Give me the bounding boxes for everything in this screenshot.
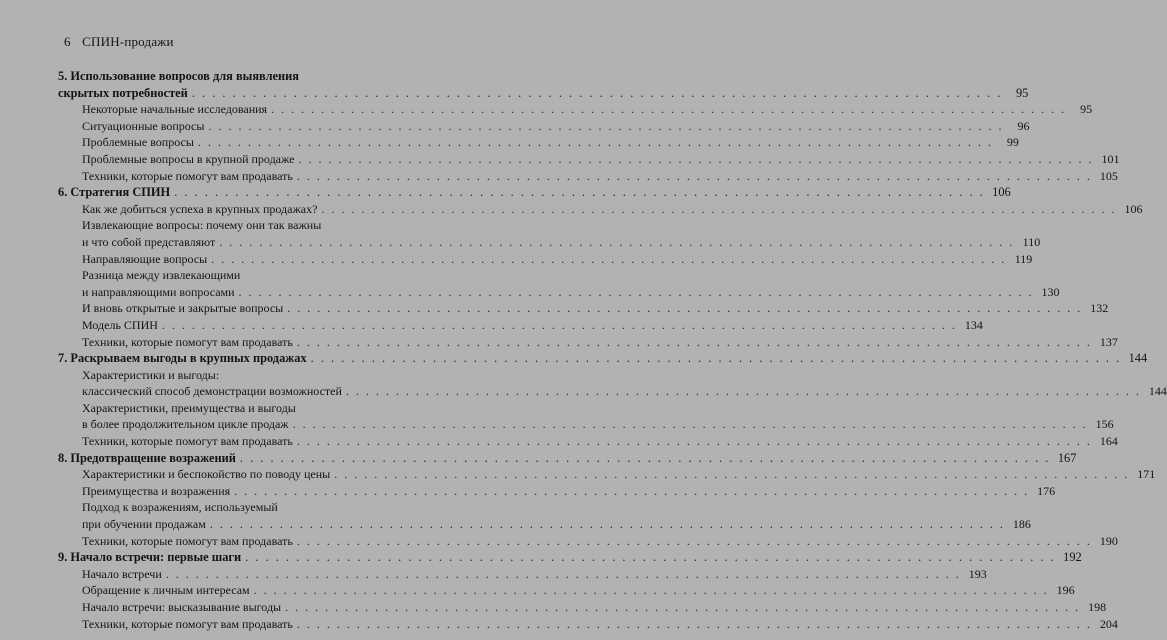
toc-chapter bbox=[58, 450, 1077, 465]
toc-entry-row bbox=[58, 467, 1156, 482]
toc-entry-row bbox=[58, 566, 987, 581]
toc-section bbox=[58, 500, 1031, 532]
toc-section bbox=[58, 467, 1156, 482]
dot-leader: . . . . . . . . . . . . . . . . . . . . . . . . . . . . . . . . . . . . . . . . . . . . . . . . . . . . . . . . . . . . . . . . . . . . . . . . . . . . . . . . bbox=[191, 85, 1003, 100]
dot-leader: . . . . . . . . . . . . . . . . . . . . . . . . . . . . . . . . . . . . . . . . . . . . . . . . . . . . . . . . . . . . . . . . . . . . . . . . . . . . . . . . bbox=[197, 135, 993, 150]
toc-page-number: 156 bbox=[1095, 417, 1114, 432]
toc-page-number: 164 bbox=[1099, 434, 1118, 449]
toc-page-number: 95 bbox=[1080, 102, 1093, 117]
toc-title: Техники, которые помогут вам продавать bbox=[82, 616, 293, 631]
running-title: СПИН-продажи bbox=[82, 34, 174, 49]
dot-leader: . . . . . . . . . . . . . . . . . . . . . . . . . . . . . . . . . . . . . . . . . . . . . . . . . . . . . . . . . . . . . . . . . . . . . . . . . . . . . . . . bbox=[219, 234, 1015, 249]
dot-leader: . . . . . . . . . . . . . . . . . . . . . . . . . . . . . . . . . . . . . . . . . . . . . . . . . . . . . . . . . . . . . . . . . . . . . . . . . . . . . . . . bbox=[208, 118, 1004, 133]
dot-leader: . . . . . . . . . . . . . . . . . . . . . . . . . . . . . . . . . . . . . . . . . . . . . . . . . . . . . . . . . . . . . . . . . . . . . . . . . . . . . . . . bbox=[239, 450, 1051, 465]
toc-section bbox=[58, 317, 983, 332]
toc-title: 7. Раскрываем выгоды в крупных продажах bbox=[58, 351, 307, 366]
toc-page-number: 204 bbox=[1099, 616, 1118, 631]
dot-leader: . . . . . . . . . . . . . . . . . . . . . . . . . . . . . . . . . . . . . . . . . . . . . . . . . . . . . . . . . . . . . . . . . . . . . . . . . . . . . . . . bbox=[334, 467, 1130, 482]
toc-entry-row bbox=[58, 384, 1167, 399]
toc-section bbox=[58, 102, 1093, 117]
toc-title: классический способ демонстрации возможностей bbox=[82, 384, 342, 399]
page-number: 6 bbox=[64, 34, 71, 49]
toc-title: Техники, которые помогут вам продавать bbox=[82, 533, 293, 548]
toc-title: Направляющие вопросы bbox=[82, 251, 208, 266]
toc-title: Некоторые начальные исследования bbox=[82, 102, 268, 117]
toc-page-number: 130 bbox=[1041, 284, 1060, 299]
dot-leader: . . . . . . . . . . . . . . . . . . . . . . . . . . . . . . . . . . . . . . . . . . . . . . . . . . . . . . . . . . . . . . . . . . . . . . . . . . . . . . . . bbox=[245, 550, 1056, 565]
toc-page-number: 119 bbox=[1014, 251, 1033, 266]
toc-title: Характеристики и беспокойство по поводу цены bbox=[82, 467, 331, 482]
toc-title: 8. Предотвращение возражений bbox=[58, 450, 236, 465]
toc-entry-row bbox=[58, 334, 1118, 349]
toc-section bbox=[58, 566, 987, 581]
dot-leader: . . . . . . . . . . . . . . . . . . . . . . . . . . . . . . . . . . . . . . . . . . . . . . . . . . . . . . . . . . . . . . . . . . . . . . . . . . . . . . . . bbox=[238, 284, 1034, 299]
toc-title-line: Подход к возражениям, используемый bbox=[82, 500, 278, 515]
toc-section bbox=[58, 151, 1120, 166]
dot-leader: . . . . . . . . . . . . . . . . . . . . . . . . . . . . . . . . . . . . . . . . . . . . . . . . . . . . . . . . . . . . . . . . . . . . . . . . . . . . . . . . bbox=[296, 533, 1092, 548]
dot-leader: . . . . . . . . . . . . . . . . . . . . . . . . . . . . . . . . . . . . . . . . . . . . . . . . . . . . . . . . . . . . . . . . . . . . . . . . . . . . . . . . bbox=[161, 317, 957, 332]
toc-section bbox=[58, 301, 1109, 316]
toc-title-line: Характеристики и выгоды: bbox=[82, 367, 220, 382]
toc-entry-row bbox=[58, 616, 1118, 631]
toc-title: Техники, которые помогут вам продавать bbox=[82, 168, 293, 183]
toc-title: Модель СПИН bbox=[82, 317, 158, 332]
toc-page-number: 192 bbox=[1063, 550, 1082, 565]
toc-entry-row bbox=[58, 284, 1060, 299]
dot-leader: . . . . . . . . . . . . . . . . . . . . . . . . . . . . . . . . . . . . . . . . . . . . . . . . . . . . . . . . . . . . . . . . . . . . . . . . . . . . . . . . bbox=[292, 417, 1088, 432]
toc-page-number: 198 bbox=[1088, 600, 1107, 614]
toc-page-number: 105 bbox=[1099, 168, 1118, 183]
toc-entry-row bbox=[58, 102, 1093, 117]
toc-section bbox=[58, 367, 1167, 399]
dot-leader: . . . . . . . . . . . . . . . . . . . . . . . . . . . . . . . . . . . . . . . . . . . . . . . . . . . . . . . . . . . . . . . . . . . . . . . . . . . . . . . . bbox=[165, 566, 961, 581]
toc-title: Начало встречи: высказывание выгоды bbox=[82, 600, 282, 614]
toc-section bbox=[58, 483, 1056, 498]
toc-title-line: Разница между извлекающими bbox=[82, 268, 241, 283]
toc-title: и что собой представляют bbox=[82, 234, 216, 249]
toc-chapter bbox=[58, 185, 1011, 200]
table-of-contents bbox=[58, 69, 1167, 633]
toc-entry-row bbox=[58, 201, 1143, 216]
toc-entry-row bbox=[58, 168, 1118, 183]
toc-title: в более продолжительном цикле продаж bbox=[82, 417, 289, 432]
toc-page-number: 106 bbox=[992, 185, 1011, 200]
toc-page-number: 110 bbox=[1022, 234, 1041, 249]
dot-leader: . . . . . . . . . . . . . . . . . . . . . . . . . . . . . . . . . . . . . . . . . . . . . . . . . . . . . . . . . . . . . . . . . . . . . . . . . . . . . . . . bbox=[296, 334, 1092, 349]
toc-title-line: Извлекающие вопросы: почему они так важны bbox=[82, 218, 322, 233]
toc-section bbox=[58, 218, 1041, 249]
toc-chapter bbox=[58, 550, 1082, 565]
toc-page-number: 99 bbox=[1006, 135, 1019, 150]
toc-entry-row bbox=[58, 417, 1114, 432]
toc-entry-row bbox=[58, 301, 1109, 316]
dot-leader: . . . . . . . . . . . . . . . . . . . . . . . . . . . . . . . . . . . . . . . . . . . . . . . . . . . . . . . . . . . . . . . . . . . . . . . . . . . . . . . . bbox=[296, 434, 1092, 449]
toc-page-number: 176 bbox=[1037, 483, 1056, 498]
toc-section bbox=[58, 334, 1118, 349]
toc-entry-row bbox=[58, 517, 1031, 532]
toc-page-number: 106 bbox=[1124, 201, 1143, 216]
toc-section bbox=[58, 135, 1019, 150]
toc-section bbox=[58, 600, 1107, 614]
dot-leader: . . . . . . . . . . . . . . . . . . . . . . . . . . . . . . . . . . . . . . . . . . . . . . . . . . . . . . . . . . . . . . . . . . . . . . . . . . . . . . . . bbox=[234, 483, 1030, 498]
toc-page-number: 193 bbox=[968, 566, 987, 581]
toc-title: Техники, которые помогут вам продавать bbox=[82, 434, 293, 449]
toc-entry-row bbox=[58, 550, 1082, 565]
toc-section bbox=[58, 434, 1118, 449]
toc-chapter bbox=[58, 69, 1029, 100]
toc-title: Начало встречи bbox=[82, 566, 162, 581]
toc-chapter bbox=[58, 351, 1148, 366]
toc-page-number: 96 bbox=[1017, 118, 1030, 133]
toc-entry-row bbox=[58, 483, 1056, 498]
toc-title: Ситуационные вопросы bbox=[82, 118, 205, 133]
toc-page-number: 95 bbox=[1015, 85, 1029, 100]
toc-entry-row bbox=[58, 151, 1120, 166]
toc-title: 6. Стратегия СПИН bbox=[58, 185, 171, 200]
dot-leader: . . . . . . . . . . . . . . . . . . . . . . . . . . . . . . . . . . . . . . . . . . . . . . . . . . . . . . . . . . . . . . . . . . . . . . . . . . . . . . . . bbox=[285, 600, 1081, 614]
dot-leader: . . . . . . . . . . . . . . . . . . . . . . . . . . . . . . . . . . . . . . . . . . . . . . . . . . . . . . . . . . . . . . . . . . . . . . . . . . . . . . . . bbox=[253, 583, 1049, 598]
dot-leader: . . . . . . . . . . . . . . . . . . . . . . . . . . . . . . . . . . . . . . . . . . . . . . . . . . . . . . . . . . . . . . . . . . . . . . . . . . . . . . . . bbox=[321, 201, 1117, 216]
toc-title: и направляющими вопросами bbox=[82, 284, 235, 299]
dot-leader: . . . . . . . . . . . . . . . . . . . . . . . . . . . . . . . . . . . . . . . . . . . . . . . . . . . . . . . . . . . . . . . . . . . . . . . . . . . . . . . . bbox=[345, 384, 1141, 399]
toc-title: Техники, которые помогут вам продавать bbox=[82, 334, 293, 349]
toc-title: 9. Начало встречи: первые шаги bbox=[58, 550, 242, 565]
toc-entry-row bbox=[58, 118, 1030, 133]
toc-page-number: 196 bbox=[1056, 583, 1075, 598]
toc-title: И вновь открытые и закрытые вопросы bbox=[82, 301, 284, 316]
toc-page-number: 144 bbox=[1148, 384, 1167, 399]
toc-page-number: 171 bbox=[1137, 467, 1156, 482]
toc-page-number: 186 bbox=[1012, 517, 1031, 532]
toc-title-line: Характеристики, преимущества и выгоды bbox=[82, 400, 296, 415]
toc-page-number: 134 bbox=[964, 317, 983, 332]
toc-page-number: 167 bbox=[1057, 450, 1077, 465]
toc-section bbox=[58, 583, 1075, 598]
toc-page-number: 101 bbox=[1101, 151, 1120, 166]
toc-title-line: 5. Использование вопросов для выявления bbox=[58, 69, 300, 83]
toc-entry-row bbox=[58, 135, 1019, 150]
page-header bbox=[64, 34, 174, 50]
toc-section bbox=[58, 616, 1118, 631]
toc-entry-row bbox=[58, 85, 1029, 100]
toc-page-number: 132 bbox=[1090, 301, 1109, 316]
dot-leader: . . . . . . . . . . . . . . . . . . . . . . . . . . . . . . . . . . . . . . . . . . . . . . . . . . . . . . . . . . . . . . . . . . . . . . . . . . . . . . . . bbox=[296, 616, 1092, 631]
toc-title: Проблемные вопросы в крупной продаже bbox=[82, 151, 295, 166]
dot-leader: . . . . . . . . . . . . . . . . . . . . . . . . . . . . . . . . . . . . . . . . . . . . . . . . . . . . . . . . . . . . . . . . . . . . . . . . . . . . . . . . bbox=[298, 151, 1094, 166]
toc-section bbox=[58, 251, 1033, 266]
toc-title: Проблемные вопросы bbox=[82, 135, 194, 150]
toc-title: при обучении продажам bbox=[82, 517, 206, 532]
toc-title: скрытых потребностей bbox=[58, 85, 188, 100]
dot-leader: . . . . . . . . . . . . . . . . . . . . . . . . . . . . . . . . . . . . . . . . . . . . . . . . . . . . . . . . . . . . . . . . . . . . . . . . . . . . . . . . bbox=[174, 185, 985, 200]
toc-entry-row bbox=[58, 317, 983, 332]
dot-leader: . . . . . . . . . . . . . . . . . . . . . . . . . . . . . . . . . . . . . . . . . . . . . . . . . . . . . . . . . . . . . . . . . . . . . . . . . . . . . . . . bbox=[211, 251, 1007, 266]
toc-section bbox=[58, 201, 1143, 216]
dot-leader: . . . . . . . . . . . . . . . . . . . . . . . . . . . . . . . . . . . . . . . . . . . . . . . . . . . . . . . . . . . . . . . . . . . . . . . . . . . . . . . . bbox=[296, 168, 1092, 183]
toc-entry-row bbox=[58, 533, 1118, 548]
toc-section bbox=[58, 400, 1114, 432]
toc-entry-row bbox=[58, 434, 1118, 449]
toc-title: Как же добиться успеха в крупных продажах? bbox=[82, 201, 318, 216]
dot-leader: . . . . . . . . . . . . . . . . . . . . . . . . . . . . . . . . . . . . . . . . . . . . . . . . . . . . . . . . . . . . . . . . . . . . . . . . . . . . . . . . bbox=[287, 301, 1083, 316]
toc-section bbox=[58, 268, 1060, 299]
toc-entry-row bbox=[58, 583, 1075, 598]
toc-page-number: 190 bbox=[1099, 533, 1118, 548]
toc-entry-row bbox=[58, 234, 1041, 249]
toc-title: Преимущества и возражения bbox=[82, 483, 231, 498]
toc-page-number: 137 bbox=[1099, 334, 1118, 349]
toc-title: Обращение к личным интересам bbox=[82, 583, 250, 598]
toc-section bbox=[58, 168, 1118, 183]
toc-page-number: 144 bbox=[1128, 351, 1148, 366]
dot-leader: . . . . . . . . . . . . . . . . . . . . . . . . . . . . . . . . . . . . . . . . . . . . . . . . . . . . . . . . . . . . . . . . . . . . . . . . . . . . . . . . bbox=[271, 102, 1067, 117]
dot-leader: . . . . . . . . . . . . . . . . . . . . . . . . . . . . . . . . . . . . . . . . . . . . . . . . . . . . . . . . . . . . . . . . . . . . . . . . . . . . . . . . bbox=[310, 351, 1122, 366]
dot-leader: . . . . . . . . . . . . . . . . . . . . . . . . . . . . . . . . . . . . . . . . . . . . . . . . . . . . . . . . . . . . . . . . . . . . . . . . . . . . . . . . bbox=[209, 517, 1005, 532]
toc-entry-row bbox=[58, 251, 1033, 266]
toc-entry-row bbox=[58, 600, 1107, 614]
toc-entry-row bbox=[58, 351, 1148, 366]
toc-section bbox=[58, 118, 1030, 133]
toc-entry-row bbox=[58, 185, 1011, 200]
toc-entry-row bbox=[58, 450, 1077, 465]
toc-section bbox=[58, 533, 1118, 548]
